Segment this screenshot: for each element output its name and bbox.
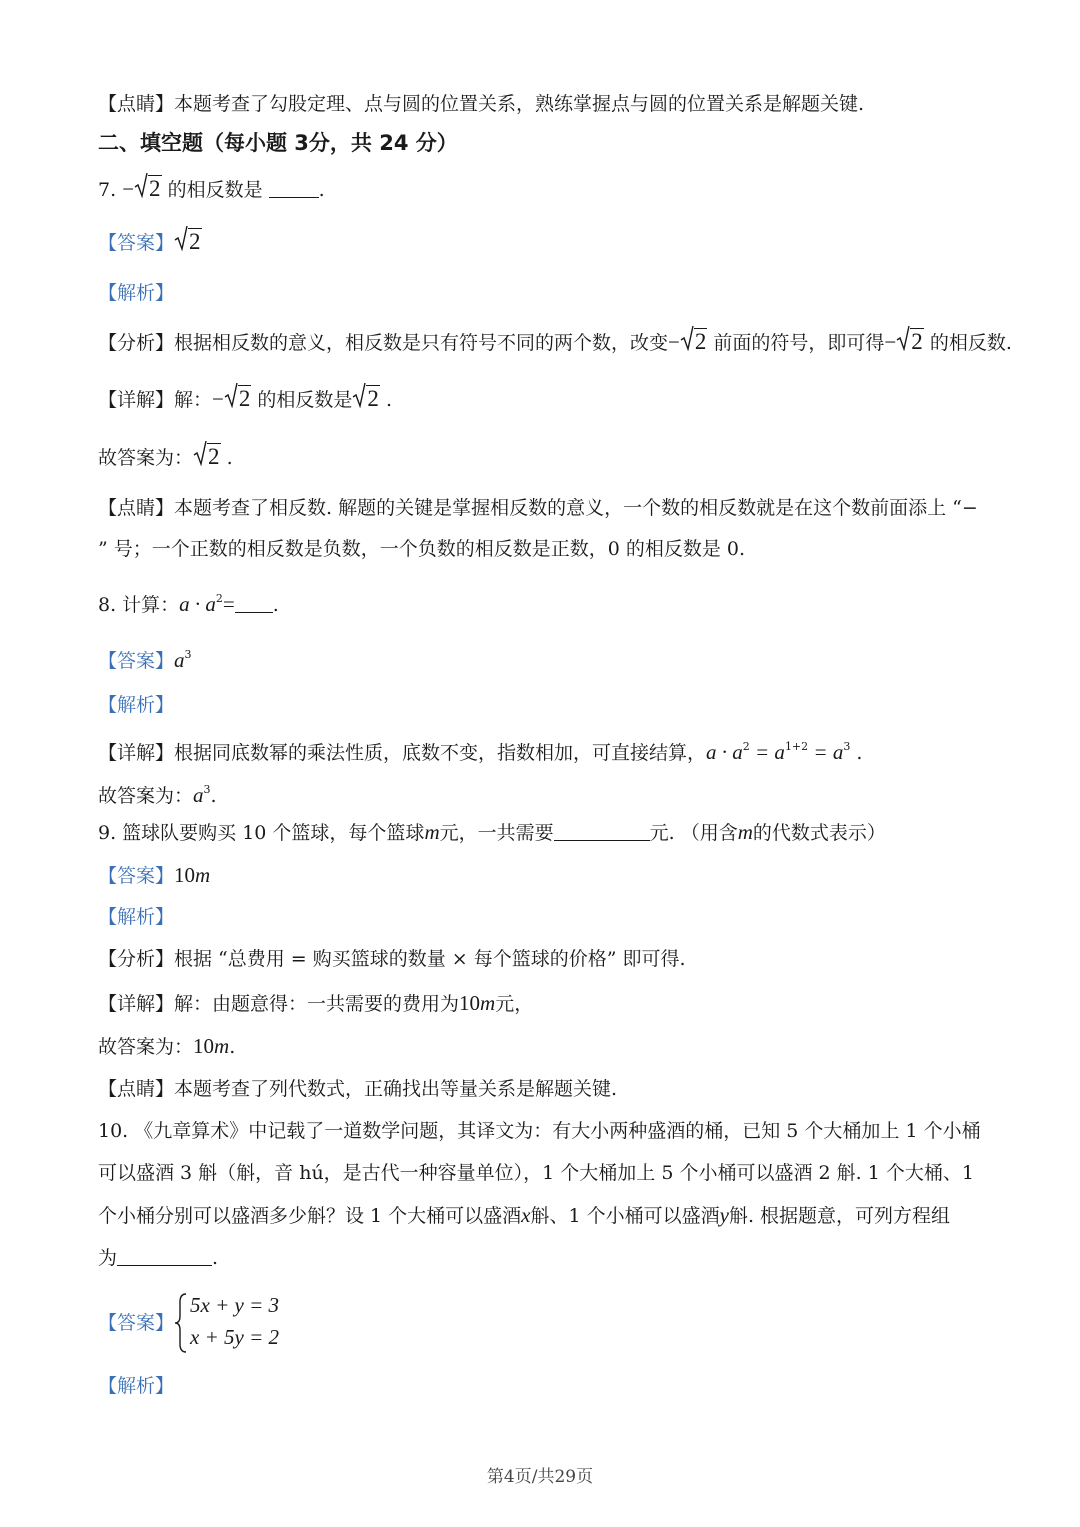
sqrt-expr: 2: [352, 385, 380, 413]
q7-conclusion: 故答案为： 2 .: [98, 443, 233, 472]
q8-answer: 【答案】$a^3$: [98, 648, 192, 672]
q9-blank[interactable]: [554, 822, 650, 841]
question-10-line4: 为 .: [98, 1247, 219, 1269]
question-8: 8. 计算：$a \cdot a^2=$ .: [98, 592, 279, 616]
question-10-line1: 10. 《九章算术》中记载了一道数学问题，其译文为：有大小两种盛酒的桶，已知 5 个大桶加上 1 个小桶: [98, 1120, 981, 1142]
sqrt-expr: 2: [193, 443, 221, 471]
page-footer: 第4页/共29页: [486, 1467, 594, 1487]
dianjing-prev: 【点睛】本题考查了勾股定理、点与圆的位置关系，熟练掌握点与圆的位置关系是解题关键.: [98, 93, 865, 115]
radical-icon: [680, 325, 694, 351]
q7-blank[interactable]: [269, 179, 319, 198]
radical-icon: [896, 325, 910, 351]
q8-detail: 【详解】根据同底数幂的乘法性质，底数不变，指数相加，可直接结算，$a \cdot a^2 = a^{1+2} = a^3$ .: [98, 740, 863, 764]
sqrt-expr: 2: [680, 328, 708, 356]
section-heading: 二、填空题（每小题 3分，共 24 分）: [98, 131, 458, 155]
answer-tag: 【答案】: [98, 650, 175, 672]
q10-equation-2: x + 5y = 2: [190, 1325, 279, 1349]
question-7: 7. − 2 的相反数是 .: [98, 175, 325, 204]
radical-icon: [352, 382, 366, 408]
q9-analysis: 【分析】根据 “总费用 = 购买篮球的数量 × 每个篮球的价格” 即可得.: [98, 948, 686, 970]
q10-blank[interactable]: [117, 1247, 212, 1266]
q10-equation-1: 5x + y = 3: [190, 1293, 279, 1317]
answer-tag: 【答案】: [98, 1312, 175, 1334]
q7-sqrt: 2: [134, 175, 162, 203]
radical-icon: [174, 225, 188, 251]
q7-answer: [98, 228, 202, 257]
q7-dianjing-2: ” 号；一个正数的相反数是负数，一个负数的相反数是正数，0 的相反数是 0.: [98, 538, 746, 560]
q7-dianjing-1: 【点睛】本题考查了相反数. 解题的关键是掌握相反数的意义，一个数的相反数就是在这个数前面添上 “−: [98, 497, 978, 519]
q8-blank[interactable]: [235, 594, 273, 613]
q9-dianjing: 【点睛】本题考查了列代数式，正确找出等量关系是解题关键.: [98, 1078, 618, 1100]
sqrt-expr: 2: [224, 385, 252, 413]
q7-detail: 【详解】解：− 2 的相反数是 2 .: [98, 385, 392, 414]
q7-text: 的相反数是: [167, 179, 263, 201]
radical-icon: [193, 440, 207, 466]
q9-jiexi-tag: 【解析】: [98, 906, 175, 928]
sqrt-expr: 2: [896, 328, 924, 356]
question-10-line3: 个小桶分别可以盛酒多少斛？设 1 个大桶可以盛酒x斛、1 个小桶可以盛酒y斛. 根据题意，可列方程组: [98, 1203, 951, 1227]
q9-detail: 【详解】解：由题意得：一共需要的费用为10m元，: [98, 991, 534, 1015]
q9-answer: 【答案】10m: [98, 863, 211, 887]
left-brace-icon: [174, 1292, 188, 1354]
q10-jiexi-tag: 【解析】: [98, 1375, 175, 1397]
answer-tag: 【答案】: [98, 232, 175, 254]
q8-conclusion: 故答案为：$a^3$.: [98, 783, 217, 807]
q7-answer-sqrt: 2: [174, 228, 202, 256]
radical-icon: [134, 172, 148, 198]
q7-analysis: 【分析】根据相反数的意义，相反数是只有符号不同的两个数，改变− 2 前面的符号，即可得− 2 的相反数.: [98, 328, 1012, 357]
question-10-line2: 可以盛酒 3 斛（斛，音 hú，是古代一种容量单位），1 个大桶加上 5 个小桶可以盛酒 2 斛. 1 个大桶、1: [98, 1162, 974, 1184]
radical-icon: [224, 382, 238, 408]
q7-number: 7.: [98, 179, 117, 201]
q7-minus: −: [122, 177, 135, 201]
q9-conclusion: 故答案为：10m.: [98, 1034, 236, 1058]
q7-jiexi-tag: 【解析】: [98, 282, 175, 304]
q8-jiexi-tag: 【解析】: [98, 694, 175, 716]
answer-tag: 【答案】: [98, 865, 175, 887]
question-9: 9. 篮球队要购买 10 个篮球，每个篮球m元，一共需要 元. （用含m的代数式表示）: [98, 820, 886, 844]
